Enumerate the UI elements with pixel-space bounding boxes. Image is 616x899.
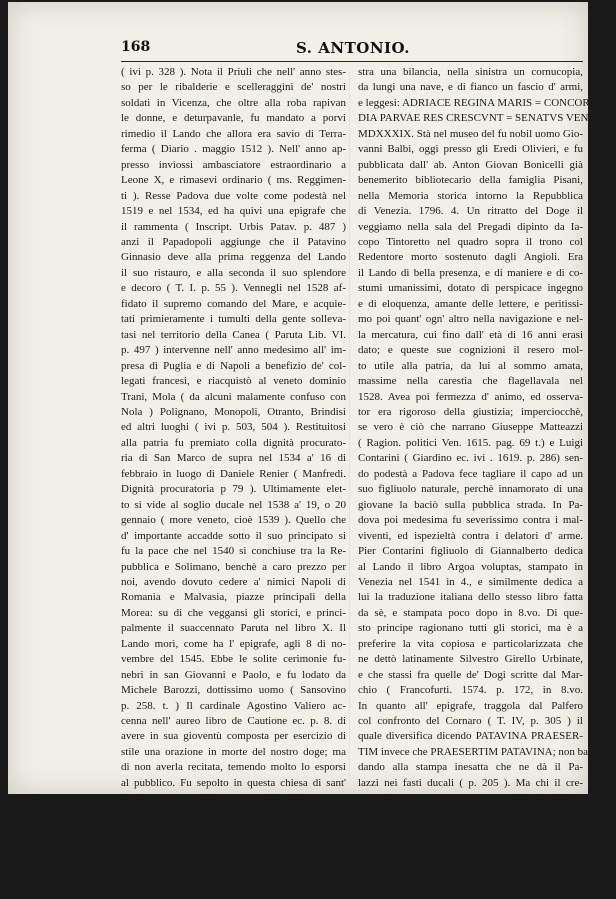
right-column-line: dova poi medesima fu severissimo contra i mal- xyxy=(358,514,583,527)
right-column-line: to utile alla patria, da lui al sommo amata, xyxy=(358,359,583,372)
left-column-line: tati primieramente i tumulti della gente solleva- xyxy=(121,313,346,326)
left-column-line: Trani, Mola ( da alcuni malamente confuso con xyxy=(121,390,346,403)
right-column xyxy=(358,65,616,899)
right-column-line: di Venezia. 1796. 4. Un ritratto del Doge il xyxy=(358,205,583,218)
left-column-line: presa di Puglia e di Napoli a benefizio de' col- xyxy=(121,359,346,372)
right-column-line: al Lando il libro Argoa voluptas, stampato in xyxy=(358,560,583,573)
right-column-line: le conservate c'entrar di quelle della medesima xyxy=(358,869,583,882)
right-column-line: Redentore morto sostenuto dagli Angioli. Era xyxy=(358,251,583,264)
left-column-line: le donne, e deturpavanle, fu mandato a porvi xyxy=(121,112,346,125)
right-column-line: e di eloquenza, amante delle lettere, e peritissi- xyxy=(358,297,583,310)
left-column-line: p. 258. t. ) Il cardinale Agostino Valiero ac- xyxy=(121,699,346,712)
left-column-line: Ginnasio deve alla prima reggenza del Lando xyxy=(121,251,346,264)
right-column-line: lui la traduzione italiana dello stesso libro fatta xyxy=(358,591,583,604)
left-column-line: nebri in san Giovanni e Paolo, e fu lodato da xyxy=(121,668,346,681)
left-column-line: fidato il supremo comando del Mare, e acquie- xyxy=(121,297,346,310)
right-column-line: chio ( Francofurti. 1574. p. 172, in 8.vo. xyxy=(358,684,583,697)
left-column-line: al pubblico. Fu sepolto in questa chiesa di sant' xyxy=(121,776,346,789)
right-column-line: da sè, e stampata poco dopo in 8.vo. Di que- xyxy=(358,606,583,619)
left-column-line: soldati in Vicenza, che oltre alla roba rapivan xyxy=(121,96,346,109)
left-column-line: anzi il Papadopoli aggiunge che il Patavino xyxy=(121,235,346,248)
header-rule xyxy=(121,61,583,62)
left-column-line: gennaio ( more veneto, cioè 1539 ). Quello che xyxy=(121,514,346,527)
left-column-line: nuflesso il Doge col Senato innanzi al Redento- xyxy=(121,869,346,882)
right-column-line: questo tempio spettanti, e traslocate prima nel xyxy=(358,823,583,836)
right-column-line: dato; e queste sue cognizioni il resero mol- xyxy=(358,344,583,357)
left-column-line: noi, avendo dovuto cedere a' nimici Napoli di xyxy=(121,575,346,588)
right-column-line: nel chiostro del Seminario, e nell' atto che fra xyxy=(358,854,583,867)
left-column-line: ti ). Resse Padova due volte come podestà nel xyxy=(121,189,346,202)
right-column-line: ne dettò latinamente Silvestro Girello Urbinate, xyxy=(358,653,583,666)
running-head: S. ANTONIO. xyxy=(296,39,410,57)
left-column-line: Dignità procuratoria p 79 ). Ultimamente elet- xyxy=(121,483,346,496)
left-column-line: avere in sua gioventù composta per esercizio di xyxy=(121,730,346,743)
left-column-line: di non averla recitata, temendo molto lo esporsi xyxy=(121,761,346,774)
right-column-line: servate furono alcune marmoree inscrizioni a xyxy=(358,807,583,820)
left-column-line: so per le ribalderie e scelleraggini de' nostri xyxy=(121,81,346,94)
right-column-line: TIM invece che PRAESERTIM PATAVINA; non ba- xyxy=(358,745,592,758)
right-column-line: stumi umanissimi, dotato di perspicace ingegno xyxy=(358,282,583,295)
page-header xyxy=(121,39,583,59)
left-column-line: febbraio in luogo di Daniele Renier ( Manfredi. xyxy=(121,467,346,480)
left-column-line: ( Lib. I, p. 9 ). Una medaglia coniata nel 1539 xyxy=(121,838,346,851)
left-column-line: stile una orazione in morte del nostro doge; ma xyxy=(121,745,346,758)
right-column-line: suo figliuolo naturale, perchè innamorato di una xyxy=(358,483,583,496)
left-column-line: alla patria fu premiato colla dignità procurato- xyxy=(121,436,346,449)
right-column-line: massime nella carestia che flagellavala nel xyxy=(358,375,583,388)
left-column-line: il suo ristauro, e alla seconda il suo splendore xyxy=(121,266,346,279)
right-column-line: col confronto del Cornaro ( T. IV, p. 305 ) il xyxy=(358,715,583,728)
right-column-line: mo poi quant' ogn' altro nella navigazione e nel- xyxy=(358,313,583,326)
right-column-line: sto principe ragionano tutti gli storici, ma è a xyxy=(358,622,583,635)
left-column-line: Antonio nella cappella della Madonna da lui xyxy=(121,792,346,805)
left-column-line: Nola ) Polignano, Monopoli, Otranto, Brindisi xyxy=(121,405,346,418)
right-column-line: DIA PARVAE RES CRESCVNT = SENATVS VENETVS xyxy=(358,112,616,125)
right-column-line: famiglia Lando, la presente serve a lastricare xyxy=(358,885,555,898)
right-column-line: derebbe? Nell' atto che con somma cura con- xyxy=(358,792,583,805)
right-column-line: preferire la vita copiosa e particolarizzata che xyxy=(358,637,583,650)
left-column xyxy=(121,65,346,899)
page-number: 168 xyxy=(121,39,151,55)
left-column-line: cenna nell' aureo libro de Cautione ec. p. 8. di xyxy=(121,715,346,728)
right-column-line: viventi, ed ispezieltà contra i delatori d' arme. xyxy=(358,529,583,542)
left-column-line: tasi nel territorio della Canea ( Paruta Lib. VI. xyxy=(121,328,346,341)
book-page xyxy=(8,2,616,898)
right-column-line: e leggesi: ADRIACE REGINA MARIS = CONCOR- xyxy=(358,96,594,109)
left-column-line: ed altri luoghi ( ivi p. 503, 504 ). Restituitosi xyxy=(121,421,346,434)
right-column-line: MDXXXIX. Stà nel museo del fu nobil uomo Gio- xyxy=(358,127,583,140)
left-column-line: ria di San Marco de supra nel 1534 a' 16 di xyxy=(121,452,346,465)
left-column-line: ferma ( Diario . maggio 1512 ). Nell' anno ap- xyxy=(121,143,346,156)
left-column-line: presso inviossi ambasciatore estraordinario a xyxy=(121,158,346,171)
right-column-line: ( Ragion. politici Ven. 1615. pag. 69 t.) e Luigi xyxy=(358,436,583,449)
left-column-line: d' importante accadde sotto il suo principato si xyxy=(121,529,346,542)
right-column-line: In quanto all' epigrafe, traggola dal Palfero xyxy=(358,699,583,712)
left-column-line: fu la pace che nel 1540 si conchiuse tra la Re- xyxy=(121,545,346,558)
left-column-line: p. 497 ) intervenne nell' anno medesimo all' im- xyxy=(121,344,346,357)
left-column-line: ( ivi p. 328 ). Nota il Priuli che nell' anno stes- xyxy=(121,66,346,78)
left-column-line: 1519 e nel 1534, ed ha quivi una epigrafe che xyxy=(121,205,346,218)
left-column-line: vembre del 1545. Ebbe le solite cerimonie fu- xyxy=(121,653,346,666)
right-column-line: se vero è ciò che narrano Giuseppe Matteazzi xyxy=(358,421,583,434)
right-column-line: benemerito bibliotecario della famiglia Pisani, xyxy=(358,174,583,187)
left-column-line: Romania e Malvasia, piazze principali della xyxy=(121,591,346,604)
column-gutter xyxy=(349,72,350,777)
right-column-line: la mercatura, cui fino dall' età di 16 anni erasi xyxy=(358,328,583,341)
right-column-line: do podestà a Padova fece tagliare il capo ad un xyxy=(358,467,583,480)
right-column-line: nella Memoria storica intorno la Repubblica xyxy=(358,189,583,202)
left-column-line: rimedio il Lando che allora era savio di Terra- xyxy=(121,127,346,140)
left-column-line: Leone X, e rimasevi ordinario ( ms. Reggimen- xyxy=(121,174,346,187)
left-column-line: da Andrea Spinelli rappresenta da un lato, ge- xyxy=(121,854,346,867)
right-column-line: il Lando di bella presenza, e di maniere e di co- xyxy=(358,266,583,279)
right-column-line: Contarini ( Giardino ec. ivi . 1619. p. 286) sen- xyxy=(358,452,583,465)
right-column-line: veggiamo nella sala del Pregadi dipinto da Ia- xyxy=(358,220,583,233)
left-column-line: legati francesi, e riacquistò al veneto dominio xyxy=(121,375,346,388)
left-column-line: il rammenta ( Inscript. Urbis Patav. p. 487 ) xyxy=(121,220,346,233)
right-column-line: pubblicata dall' ab. Anton Giovan Bonicelli già xyxy=(358,158,583,171)
left-column-line: to si vide al soglio ducale nel 1538 a' 19, o 20 xyxy=(121,498,346,511)
left-column-line: palmente il suaccennato Paruta nel libro X. Il xyxy=(121,622,346,635)
right-column-line: giovane la baciò sulla pubblica strada. In Pa- xyxy=(358,498,583,511)
left-column-line: Lando morì, come ha l' epigrafe, agli 8 di no- xyxy=(121,637,346,650)
right-column-line: vanni Balbi, oggi presso gli Eredi Olivieri, e fu xyxy=(358,143,583,156)
left-column-line: e decoro ( T. I. p. 55 ). Vennegli nel 1528 af- xyxy=(121,282,346,295)
right-column-line: dando alla stampa inesatta che ne dà il Pa- xyxy=(358,761,583,774)
right-column-line: quale diversifica dicendo PATAVINA PRAESER- xyxy=(358,730,583,743)
right-column-line: copo Tintoretto nel quadro sopra il trono col xyxy=(358,235,583,248)
right-column-line: da lungi una nave, e di fianco un fascio d' armi, xyxy=(358,81,583,94)
left-column-line: Morea: su di che veggansi gli storici, e princi- xyxy=(121,606,346,619)
right-column-line: lazzi nei fasti ducali ( p. 205 ). Ma chi il cre- xyxy=(358,776,583,789)
left-column-line: pubblica e Solimano, benchè a caro prezzo per xyxy=(121,560,346,573)
right-column-line: tor era rigoroso della giustizia; imperciocchè, xyxy=(358,405,583,418)
right-column-line: e che stassi fra quelle de' Dogi scritte dal Mar- xyxy=(358,668,583,681)
left-column-line: no di Pietro da Salò, come attesta il Sansovino xyxy=(121,823,346,836)
right-column-line: 1528. Avea poi fermezza d' animo, ed osserva- xyxy=(358,390,583,403)
right-column-line: cortile dell' Accademia delle Belle Arti, poscia xyxy=(358,838,583,851)
left-column-line: Michele Barozzi, dottissimo uomo ( Sansovino xyxy=(121,684,346,697)
right-column-line: Venezia nel 1541 in 4., e similmente dedica a xyxy=(358,575,583,588)
right-column-line: stra una bilancia, nella sinistra un cornucopia, xyxy=(358,66,583,78)
right-column-line: Pier Contarini figliuolo di Giannalberto dedica xyxy=(358,545,583,558)
left-column-line: fatta edificare; ed aveavi la sua statua di ma- xyxy=(121,807,346,820)
left-column-line: re: dall' altro, Adria sedente che tiene nella de- xyxy=(121,885,326,898)
